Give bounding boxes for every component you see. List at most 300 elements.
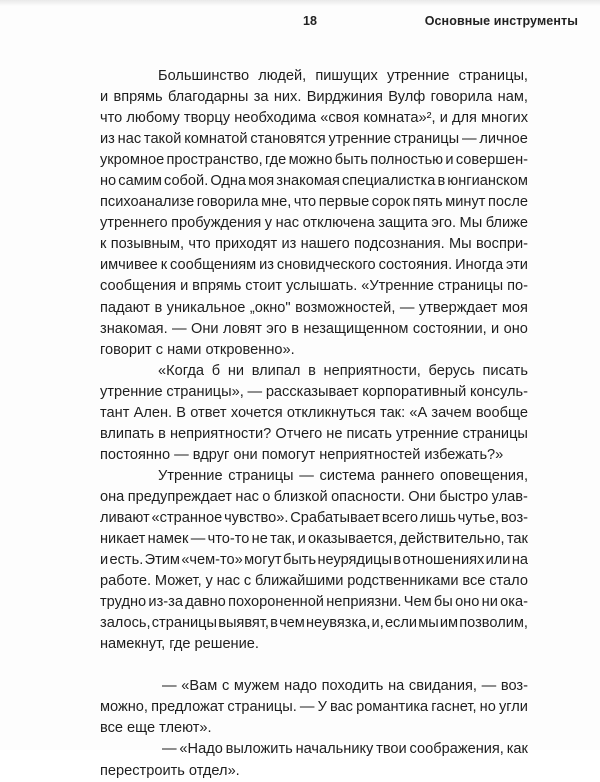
word: решение. (194, 636, 259, 653)
text-line (100, 276, 528, 297)
word: чем (279, 615, 305, 632)
word: в (154, 299, 163, 316)
word: «странное (151, 509, 223, 526)
word: тлеют». (159, 720, 212, 737)
word: незащищенном (303, 320, 409, 337)
word: Утренние (158, 467, 223, 484)
word: отдел». (188, 762, 240, 779)
word: возможностей, (295, 299, 396, 316)
word: оно (455, 594, 480, 611)
paragraph (100, 361, 528, 466)
word: стоит (245, 278, 283, 295)
word: всего (381, 509, 419, 526)
word: о (262, 488, 271, 505)
word: Мы (459, 215, 483, 232)
word: с (221, 678, 230, 695)
word: — (162, 678, 177, 695)
word: любому (126, 110, 180, 127)
word: и (180, 278, 189, 295)
word: вообще (475, 404, 528, 421)
word: сновидческого (276, 257, 376, 274)
word: из (100, 131, 115, 148)
word: состояния. (378, 257, 453, 274)
word: или (485, 552, 511, 569)
word: нас (275, 215, 300, 232)
word: в (291, 320, 300, 337)
word: родственниками (347, 573, 459, 590)
word: она (100, 488, 125, 505)
word: зачем (431, 404, 472, 421)
word: Они (408, 488, 436, 505)
word: Вирджиния (306, 89, 383, 106)
word: ближайшими (254, 573, 344, 590)
paragraph-gap (100, 655, 528, 676)
word: нас (117, 131, 142, 148)
word: — (461, 131, 477, 148)
text-line (100, 87, 528, 108)
word: лишь (419, 509, 456, 526)
word: многих (481, 110, 528, 127)
word: впрямь (113, 89, 163, 106)
section-title: Основные инструменты (424, 14, 578, 28)
word: у (205, 573, 213, 590)
word: после (488, 194, 528, 211)
word: — (481, 678, 497, 695)
word: хочется (230, 404, 283, 421)
word: бы (433, 594, 453, 611)
word: можно (288, 152, 333, 169)
word: действительно, (399, 531, 505, 548)
word: сообщениям (170, 257, 257, 274)
word: Большинство (158, 68, 250, 84)
text-line (100, 66, 528, 87)
text-line (100, 676, 528, 697)
paragraph (100, 676, 528, 739)
word: улав- (491, 488, 528, 505)
word: воз- (500, 678, 528, 695)
text-line (100, 445, 528, 466)
word: говорила (430, 89, 493, 106)
word: влипать (100, 425, 155, 442)
word: романтика (356, 699, 429, 716)
word: — (162, 741, 177, 758)
word: так: (380, 404, 406, 421)
text-line (100, 508, 528, 529)
word: они (233, 446, 258, 463)
word: неприятности, (323, 362, 421, 379)
word: пробуждения (171, 215, 262, 232)
word: нами (167, 341, 202, 358)
word: из (259, 257, 274, 274)
word: предупреждает (127, 488, 232, 505)
word: — (174, 446, 189, 463)
word: «Когда (158, 362, 205, 379)
word: эти (506, 257, 528, 274)
text-line (100, 129, 528, 150)
text-line (100, 150, 528, 171)
word: и (445, 152, 454, 169)
word: нашего (300, 236, 350, 253)
word: такой (143, 131, 182, 148)
word: страницы (437, 278, 504, 295)
word: с (155, 341, 164, 358)
paragraph (100, 66, 528, 361)
word: «Надо (179, 741, 223, 758)
word: помогут (261, 446, 316, 463)
word: защита (378, 215, 428, 232)
word: так, (270, 531, 296, 548)
word: система (319, 467, 376, 484)
word: вдруг (192, 446, 230, 463)
word: „окно" (249, 299, 291, 316)
word: постоянно (100, 446, 171, 463)
word: из (281, 236, 297, 253)
word: страницы, (458, 68, 528, 84)
word: нас (235, 488, 259, 505)
word: Они (190, 320, 219, 337)
word: Этим (144, 552, 180, 569)
word: неприятностей (319, 446, 421, 463)
word: ближе (485, 215, 528, 232)
word: залось, (100, 615, 151, 632)
word: говорила (196, 194, 259, 211)
word: не (326, 425, 343, 442)
word: гаснет, (431, 699, 477, 716)
word: ловят (222, 320, 262, 337)
word: воспри- (475, 236, 528, 253)
text-line (100, 550, 528, 571)
word: ока- (500, 594, 528, 611)
word: имчивее (100, 257, 158, 274)
word: перестроить (100, 762, 185, 779)
word: с (243, 573, 252, 590)
word: что (100, 110, 123, 127)
word: намекнут, (100, 636, 166, 653)
text-line (100, 487, 528, 508)
word: откровенно». (205, 341, 295, 358)
word: знакомая (276, 173, 340, 190)
word: утренние (328, 131, 392, 148)
word: быть (334, 152, 368, 169)
word: становятся (250, 131, 326, 148)
word: быть (282, 552, 317, 569)
word: сообщения (100, 278, 177, 295)
word: на (511, 552, 528, 569)
word: начальнику (295, 741, 374, 758)
word: и (491, 320, 500, 337)
word: утверждает (418, 299, 498, 316)
text-line (100, 697, 528, 718)
word: но (479, 699, 496, 716)
word: и (100, 89, 109, 106)
word: мне, (261, 194, 292, 211)
word: где (169, 636, 191, 653)
word: неурядицы (317, 552, 392, 569)
word: влипал (251, 362, 301, 379)
word: страницы», (166, 383, 244, 400)
word: неувязка, (306, 615, 371, 632)
text-line (100, 424, 528, 445)
word: никает (100, 531, 146, 548)
word: ответ (190, 404, 227, 421)
word: «своя (320, 110, 360, 127)
word: угли (498, 699, 528, 716)
body-text (100, 66, 528, 782)
word: подсознания. (354, 236, 445, 253)
word: У (317, 699, 327, 716)
word: страницы (151, 615, 218, 632)
word: «А (409, 404, 428, 421)
word: б (211, 362, 221, 379)
word: надо (284, 678, 317, 695)
word: по- (507, 278, 528, 295)
word: берусь (428, 362, 475, 379)
word: работе. (100, 573, 152, 590)
word: творцу (183, 110, 231, 127)
word: могут (244, 552, 282, 569)
word: минут (445, 194, 486, 211)
word: откликнуться (286, 404, 376, 421)
word: к (100, 236, 107, 253)
text-line (100, 592, 528, 613)
word: что (293, 194, 317, 211)
text-line (100, 108, 528, 129)
word: но (100, 173, 117, 190)
word: ливают (100, 509, 150, 526)
word: ни (227, 362, 245, 379)
word: позволим, (459, 615, 528, 632)
text-line (100, 340, 528, 361)
word: полностью (370, 152, 444, 169)
text-line (100, 718, 528, 739)
text-line (100, 192, 528, 213)
word: отключена (302, 215, 375, 232)
word: — (299, 699, 315, 716)
text-line (100, 234, 528, 255)
text-line (100, 213, 528, 234)
text-line (100, 634, 528, 655)
word: и, (371, 615, 384, 632)
word: предложат (151, 699, 225, 716)
word: нас (216, 573, 241, 590)
word: для (451, 110, 477, 127)
word: что (188, 236, 211, 253)
word: услышать. (285, 278, 358, 295)
word: неприязни. (326, 594, 402, 611)
word: рассказывает (265, 383, 359, 400)
word: состоянии, (412, 320, 487, 337)
word: них. (273, 89, 302, 106)
word: консуль- (469, 383, 528, 400)
word: комната»², (363, 110, 436, 127)
word: выложить (225, 741, 293, 758)
text-line (100, 171, 528, 192)
word: совершен- (455, 152, 528, 169)
word: чувство». (224, 509, 289, 526)
word: эго. (431, 215, 457, 232)
word: личное (479, 131, 528, 148)
word: «Утренние (361, 278, 434, 295)
word: трудно (100, 594, 147, 611)
word: «Вам (181, 678, 218, 695)
word: на (388, 678, 405, 695)
word: давно (185, 594, 226, 611)
word: пишущих (315, 68, 378, 84)
word: страницы (393, 131, 460, 148)
word: близкой (273, 488, 328, 505)
word: тант (100, 404, 130, 421)
word: психоанализе (100, 194, 195, 211)
word: как (506, 741, 528, 758)
word: и (297, 531, 306, 548)
word: твои (376, 741, 407, 758)
word: эго (266, 320, 287, 337)
text-line (100, 382, 528, 403)
word: им (439, 615, 459, 632)
word: Срабатывает (290, 509, 381, 526)
word: утренние (386, 68, 450, 84)
word: где (264, 152, 287, 169)
word: страницы. (227, 699, 297, 716)
word: похороненной (228, 594, 324, 611)
word: благодарны (167, 89, 249, 106)
word: выявят, (218, 615, 269, 632)
word: комнатой (184, 131, 248, 148)
word: Мы (449, 236, 472, 253)
word: приходят (214, 236, 278, 253)
word: Вулф (388, 89, 426, 106)
word: Иногда (455, 257, 504, 274)
word: необходима (234, 110, 317, 127)
page-number: 18 (303, 14, 317, 28)
word: воз- (500, 509, 528, 526)
text-line (100, 403, 528, 424)
word: корпоративный (362, 383, 467, 400)
word: неприятности? (169, 425, 272, 442)
word: за (253, 89, 269, 106)
word: у (264, 215, 273, 232)
word: в (270, 615, 278, 632)
word: утреннего (100, 215, 168, 232)
word: ни (481, 594, 498, 611)
text-line (100, 466, 528, 487)
word: впрямь (192, 278, 242, 295)
word: самим (118, 173, 162, 190)
word: так (506, 531, 528, 548)
word: утренние (100, 383, 163, 400)
paragraph (100, 466, 528, 655)
word: юнгианском (447, 173, 528, 190)
word: все (462, 573, 486, 590)
word: утренние (395, 425, 459, 442)
word: Чем (403, 594, 432, 611)
word: страницы (462, 425, 528, 442)
word: Может, (154, 573, 202, 590)
word: падают (100, 299, 150, 316)
word: опасности. (331, 488, 405, 505)
word: в (308, 362, 316, 379)
word: раннего (380, 467, 435, 484)
word: если (384, 615, 418, 632)
text-line (100, 613, 528, 634)
word: — (247, 383, 263, 400)
word: походить (321, 678, 384, 695)
word: пять (412, 194, 443, 211)
word: из-за (148, 594, 183, 611)
word: быстро (439, 488, 489, 505)
word: не (251, 531, 268, 548)
word: оказывается, (308, 531, 398, 548)
word: — (172, 320, 187, 337)
text-line (100, 571, 528, 592)
word: мужем (233, 678, 280, 695)
word: страницы (228, 467, 294, 484)
word: оно (503, 320, 528, 337)
word: писать (346, 425, 392, 442)
text-line (100, 255, 528, 276)
word: первые (318, 194, 370, 211)
word: моя (501, 299, 528, 316)
word: и (439, 110, 448, 127)
word: вас (329, 699, 353, 716)
word: отношениях (402, 552, 485, 569)
word: Одна (210, 173, 247, 190)
word: соображения, (409, 741, 504, 758)
word: что-то (207, 531, 250, 548)
word: — (399, 299, 415, 316)
word: еще (127, 720, 156, 737)
word: сорок (371, 194, 410, 211)
word: собой. (163, 173, 209, 190)
word: знакомая. (100, 320, 168, 337)
text-line (100, 298, 528, 319)
word: людей, (258, 68, 307, 84)
word: стало (489, 573, 528, 590)
paragraph (100, 739, 528, 781)
word: и (100, 552, 109, 569)
word: специалистка (341, 173, 436, 190)
word: к (160, 257, 168, 274)
word: укромное (100, 152, 165, 169)
text-line (100, 319, 528, 340)
word: мы (418, 615, 439, 632)
word: чутье, (457, 509, 500, 526)
word: — (299, 467, 314, 484)
word: избежать?» (424, 446, 504, 463)
word: в (158, 425, 166, 442)
word: пространство, (166, 152, 263, 169)
running-head (0, 14, 600, 34)
word: говорит (100, 341, 152, 358)
word: позывным, (110, 236, 185, 253)
word: нам, (497, 89, 528, 106)
word: Ален. (133, 404, 173, 421)
word: Отчего (275, 425, 323, 442)
word: все (100, 720, 124, 737)
word: намек (147, 531, 189, 548)
text-line (100, 361, 528, 382)
word: моя (248, 173, 275, 190)
word: В (176, 404, 187, 421)
word: свидания, (408, 678, 477, 695)
word: писать (482, 362, 528, 379)
word: уникальное (166, 299, 246, 316)
word: оповещения, (440, 467, 528, 484)
word: «чем-то» (181, 552, 243, 569)
text-line (100, 761, 528, 782)
text-line (100, 529, 528, 550)
word: в (437, 173, 446, 190)
